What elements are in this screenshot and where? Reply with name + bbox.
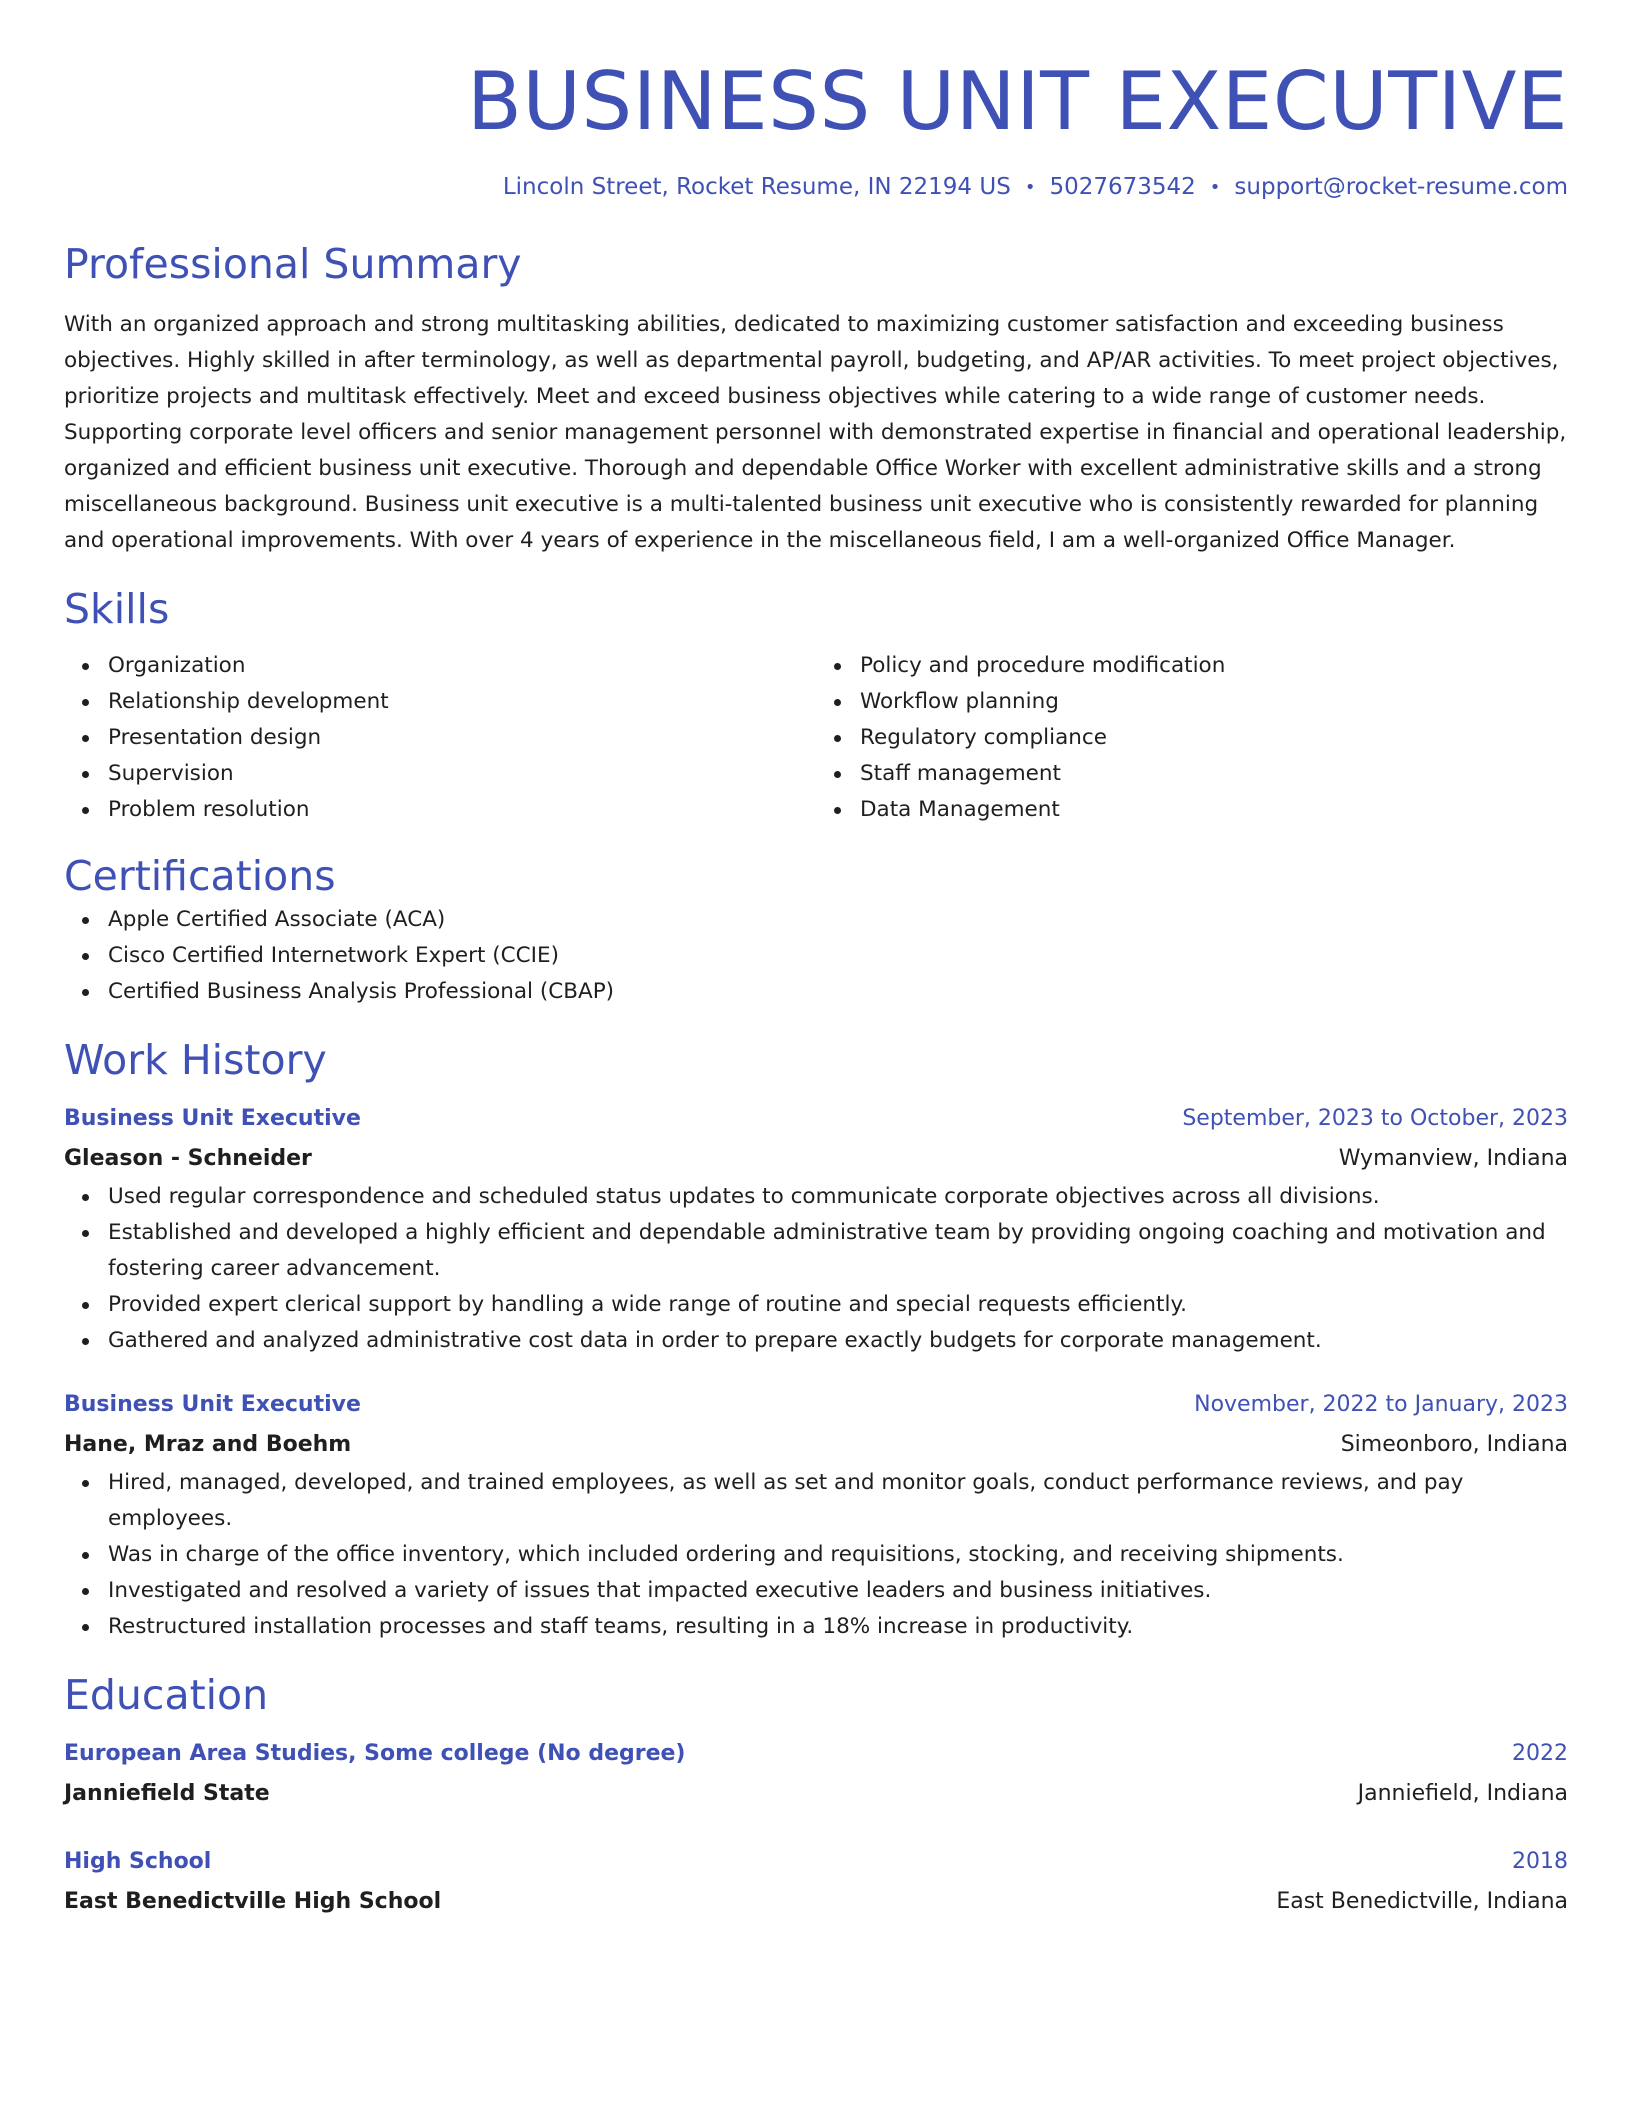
skills-column-right [816, 648, 1568, 828]
certifications-heading: Certifications [64, 852, 336, 901]
job-bullet: Provided expert clerical support by handling a wide range of routine and special requests efficiently. [64, 1287, 1568, 1323]
contact-phone: 5027673542 [1049, 174, 1196, 200]
skills-column-left [64, 648, 816, 828]
certification-item: Apple Certified Associate (ACA) [64, 902, 1568, 938]
work-history-heading: Work History [64, 1035, 327, 1084]
contact-separator: • [1024, 177, 1036, 198]
job-bullet: Investigated and resolved a variety of issues that impacted executive leaders and business initiatives. [64, 1573, 1568, 1609]
job-bullet: Was in charge of the office inventory, which included ordering and requisitions, stocking, and receiving shipments. [64, 1537, 1568, 1573]
skill-item: Organization [64, 648, 816, 684]
education-entry [64, 1842, 1568, 1922]
contact-email[interactable]: support@rocket-resume.com [1234, 174, 1568, 200]
education-heading: Education [64, 1670, 269, 1719]
job-company: Gleason - Schneider [64, 1145, 312, 1171]
contact-line [64, 174, 1568, 200]
job-bullets [64, 1465, 1568, 1645]
education-location: Janniefield, Indiana [1357, 1780, 1568, 1806]
job-bullet: Gathered and analyzed administrative cost data in order to prepare exactly budgets for corporate management. [64, 1323, 1568, 1359]
education-school: East Benedictville High School [64, 1888, 442, 1914]
education-degree-row [64, 1734, 1568, 1774]
education-degree: High School [64, 1848, 212, 1874]
skills-list-left [64, 648, 816, 828]
skills-heading: Skills [64, 585, 170, 634]
job-bullet: Hired, managed, developed, and trained employees, as well as set and monitor goals, conduct performance reviews, and pay employees. [64, 1465, 1568, 1537]
education-school: Janniefield State [64, 1780, 270, 1806]
job-entry [64, 1385, 1568, 1645]
certification-item: Certified Business Analysis Professional (CBAP) [64, 974, 1568, 1010]
skills-list-right [816, 648, 1568, 828]
job-location: Simeonboro, Indiana [1340, 1431, 1568, 1457]
education-year: 2022 [1512, 1740, 1568, 1766]
skill-item: Problem resolution [64, 792, 816, 828]
resume-name: BUSINESS UNIT EXECUTIVE [466, 55, 1568, 148]
skill-item: Regulatory compliance [816, 720, 1568, 756]
education-location: East Benedictville, Indiana [1276, 1888, 1568, 1914]
job-bullet: Used regular correspondence and scheduled status updates to communicate corporate objectives across all divisions. [64, 1179, 1568, 1215]
contact-separator: • [1209, 177, 1221, 198]
education-school-row [64, 1882, 1568, 1922]
job-role: Business Unit Executive [64, 1391, 361, 1417]
education-year: 2018 [1512, 1848, 1568, 1874]
job-company: Hane, Mraz and Boehm [64, 1431, 352, 1457]
contact-address: Lincoln Street, Rocket Resume, IN 22194 US [502, 174, 1011, 200]
job-title-row [64, 1385, 1568, 1425]
job-company-row [64, 1425, 1568, 1465]
skill-item: Data Management [816, 792, 1568, 828]
job-title-row [64, 1099, 1568, 1139]
job-dates: September, 2023 to October, 2023 [1182, 1105, 1568, 1131]
skills-grid [64, 648, 1568, 828]
skill-item: Relationship development [64, 684, 816, 720]
skill-item: Staff management [816, 756, 1568, 792]
job-entry [64, 1099, 1568, 1359]
job-role: Business Unit Executive [64, 1105, 361, 1131]
certification-item: Cisco Certified Internetwork Expert (CCIE) [64, 938, 1568, 974]
job-bullets [64, 1179, 1568, 1359]
education-school-row [64, 1774, 1568, 1814]
education-degree-row [64, 1842, 1568, 1882]
summary-text: With an organized approach and strong multitasking abilities, dedicated to maximizing customer satisfaction and exceeding business objectives. Highly skilled in after terminology, as well as departmental payroll, budgeting, and AP/AR activities. To meet project objectives, prioritize projects and multitask effectively. Meet and exceed business objectives while catering to a wide range of customer needs. Supporting corporate level officers and senior management personnel with demonstrated expertise in financial and operational leadership, organized and efficient business unit executive. Thorough and dependable Office Worker with excellent administrative skills and a strong miscellaneous background. Business unit executive is a multi-talented business unit executive who is consistently rewarded for planning and operational improvements. With over 4 years of experience in the miscellaneous field, I am a well-organized Office Manager. [64, 312, 1567, 554]
job-bullet: Restructured installation processes and staff teams, resulting in a 18% increase in productivity. [64, 1609, 1568, 1645]
job-location: Wymanview, Indiana [1338, 1145, 1568, 1171]
education-entry [64, 1734, 1568, 1814]
education-degree: European Area Studies, Some college (No degree) [64, 1740, 686, 1766]
summary-heading: Professional Summary [64, 240, 522, 288]
job-bullet: Established and developed a highly efficient and dependable administrative team by providing ongoing coaching and motivation and fostering career advancement. [64, 1215, 1568, 1287]
certifications-list [64, 902, 1568, 1010]
skill-item: Supervision [64, 756, 816, 792]
skill-item: Presentation design [64, 720, 816, 756]
job-company-row [64, 1139, 1568, 1179]
skill-item: Workflow planning [816, 684, 1568, 720]
skill-item: Policy and procedure modification [816, 648, 1568, 684]
job-dates: November, 2022 to January, 2023 [1194, 1391, 1568, 1417]
